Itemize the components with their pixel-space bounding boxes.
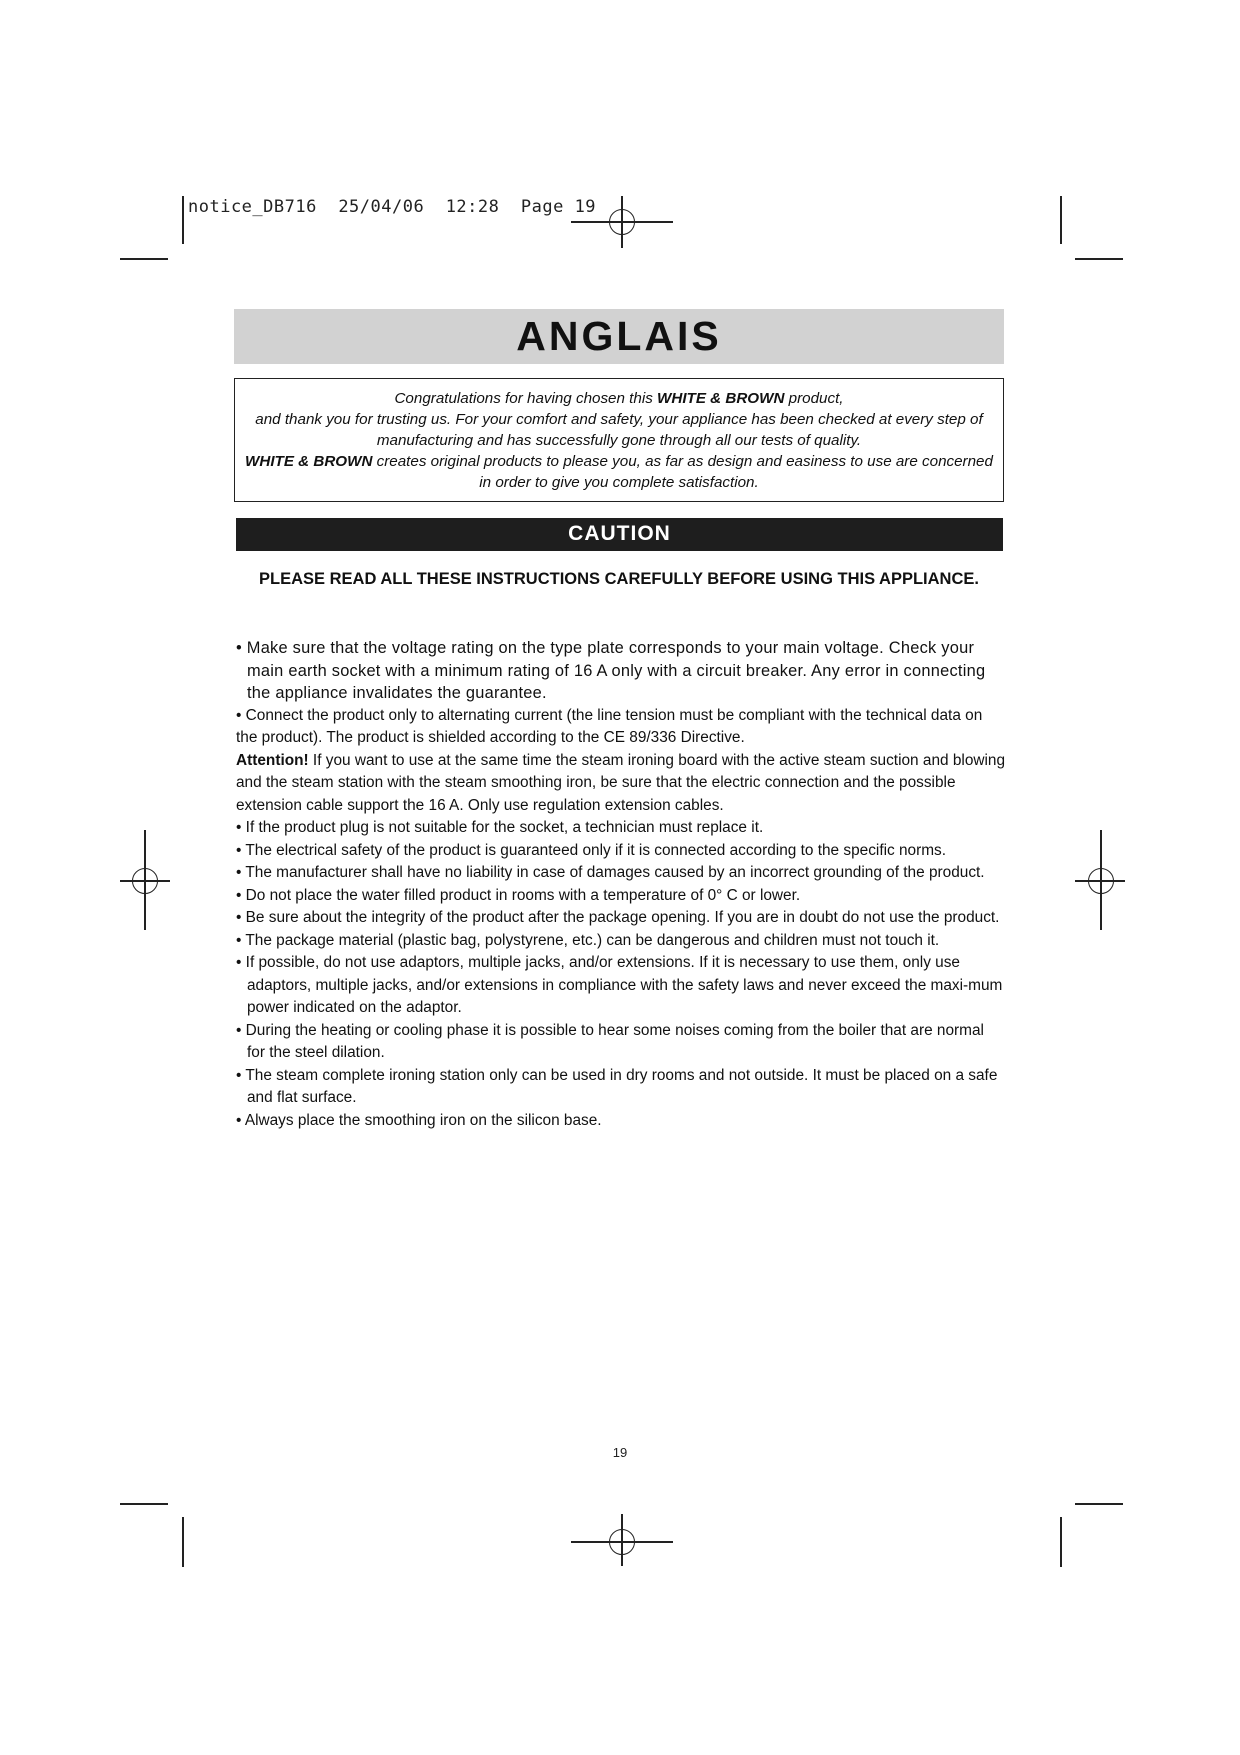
attention-label: Attention!: [236, 751, 309, 769]
print-slug: [188, 197, 596, 217]
instruction-integrity: • Be sure about the integrity of the product after the package opening. If you are in doubt do not use the product.: [236, 909, 1000, 926]
instruction-noises: • During the heating or cooling phase it is possible to hear some noises coming from the boiler that are normal for the steel dilation.: [236, 1021, 984, 1061]
instruction-dry-rooms: • The steam complete ironing station only can be used in dry rooms and not outside. It must be placed on a safe and flat surface.: [236, 1066, 998, 1106]
slug-time: 12:28: [445, 197, 500, 217]
caution-heading: CAUTION: [568, 522, 671, 545]
intro-line-1-end: product,: [784, 390, 844, 407]
language-title-bar: [234, 309, 1004, 364]
intro-line-1-start: Congratulations for having chosen this: [394, 390, 658, 407]
brand-name-2: WHITE & BROWN: [245, 453, 373, 470]
caution-bar: [236, 518, 1003, 551]
read-instructions-notice: PLEASE READ ALL THESE INSTRUCTIONS CAREFULLY BEFORE USING THIS APPLIANCE.: [259, 570, 979, 588]
page-title: ANGLAIS: [516, 313, 722, 359]
attention-paragraph: [236, 750, 1006, 818]
attention-text: If you want to use at the same time the steam ironing board with the active steam suction and blowing and the steam station with the steam smoothing iron, be sure that the electric connection and the possible extension cable support the 16 A. Only use regulation extension cables.: [236, 751, 1006, 814]
instruction-adaptors: • If possible, do not use adaptors, multiple jacks, and/or extensions. If it is necessary to use them, only use adaptors, multiple jacks, and/or extensions in compliance with the safety laws and never exceed the maxi-mum power indicated on the adaptor.: [236, 954, 1003, 1016]
instruction-voltage: • Make sure that the voltage rating on the type plate corresponds to your main voltage. Check your main earth socket with a minimum rating of 16 A only with a circuit breaker. Any error in connecting the appliance invalidates the guarantee.: [236, 639, 986, 702]
intro-line-2: and thank you for trusting us. For your comfort and safety, your appliance has been checked at every step of manufacturing and has successfully gone through all our tests of quality.: [255, 411, 983, 449]
safety-instructions: [236, 637, 1006, 1132]
intro-box: [234, 378, 1004, 502]
instruction-electrical-safety: • The electrical safety of the product is guaranteed only if it is connected according to the specific norms.: [236, 841, 947, 859]
instruction-silicon-base: • Always place the smoothing iron on the silicon base.: [236, 1111, 602, 1129]
intro-line-1: [243, 388, 995, 409]
slug-file: notice_DB716: [188, 197, 317, 217]
instruction-liability: • The manufacturer shall have no liability in case of damages caused by an incorrect grounding of the product.: [236, 864, 985, 881]
brand-name: WHITE & BROWN: [657, 390, 785, 407]
page-number: 19: [612, 1445, 628, 1460]
slug-page-word: Page: [520, 197, 564, 217]
instruction-temperature: • Do not place the water filled product in rooms with a temperature of 0° C or lower.: [236, 886, 801, 904]
slug-page-number: 19: [574, 197, 597, 217]
instruction-package-material: • The package material (plastic bag, polystyrene, etc.) can be dangerous and children must not touch it.: [236, 931, 940, 949]
instruction-plug: • If the product plug is not suitable for the socket, a technician must replace it.: [236, 819, 764, 836]
intro-line-3: [243, 451, 995, 493]
intro-line-3-text: creates original products to please you, as far as design and easiness to use are concerned in order to give you complete satisfaction.: [372, 453, 993, 491]
slug-date: 25/04/06: [338, 197, 425, 217]
instruction-alternating-current: • Connect the product only to alternating current (the line tension must be compliant with the technical data on the product). The product is shielded according to the CE 89/336 Directive.: [236, 706, 983, 746]
